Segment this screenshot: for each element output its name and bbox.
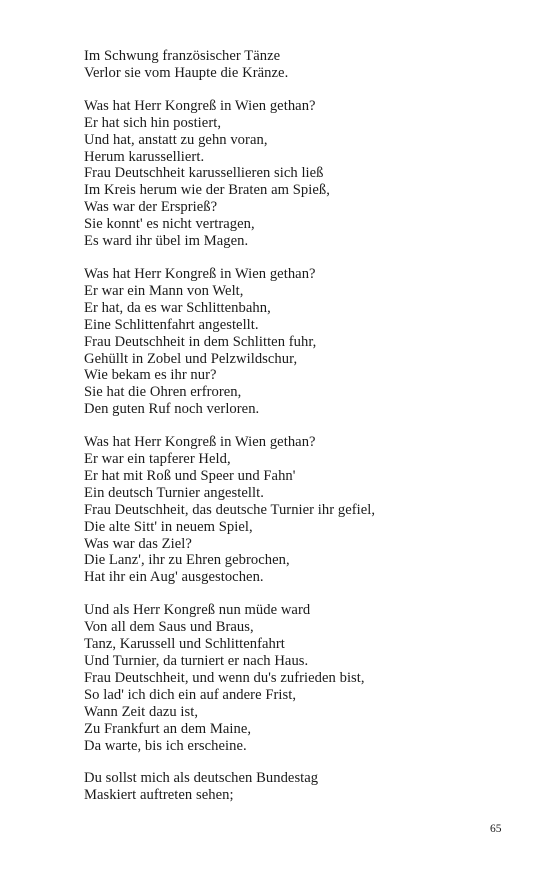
stanza: [84, 770, 524, 804]
poem-line: Die Lanz', ihr zu Ehren gebrochen,: [84, 552, 290, 569]
poem-line: Er war ein tapferer Held,: [84, 451, 231, 468]
poem-line: Frau Deutschheit in dem Schlitten fuhr,: [84, 333, 317, 350]
poem-line: Was war der Ersprieß?: [84, 199, 218, 216]
poem-line: Herum karusselliert.: [84, 148, 205, 165]
poem-line: Was war das Ziel?: [84, 535, 192, 552]
poem-line: Er hat sich hin postiert,: [84, 114, 222, 131]
poem-line: Ein deutsch Turnier angestellt.: [84, 484, 264, 501]
poem-line: Verlor sie vom Haupte die Kränze.: [84, 64, 289, 81]
poem-line: Im Schwung französischer Tänze: [84, 48, 281, 64]
poem-line: Was hat Herr Kongreß in Wien gethan?: [84, 265, 316, 282]
stanza: [84, 98, 524, 250]
poem-line: Er war ein Mann von Welt,: [84, 282, 244, 299]
poem-line: Von all dem Saus und Braus,: [84, 619, 254, 636]
poem-line: Zu Frankfurt an dem Maine,: [84, 720, 252, 737]
poem-line: Und hat, anstatt zu gehn voran,: [84, 131, 268, 148]
poem-line: Frau Deutschheit, das deutsche Turnier ihr gefiel,: [84, 501, 376, 518]
stanza: [84, 266, 524, 418]
poem-line: Den guten Ruf noch verloren.: [84, 401, 260, 418]
poem-line: Und Turnier, da turniert er nach Haus.: [84, 653, 309, 669]
poem-line: Sie hat die Ohren erfroren,: [84, 384, 242, 401]
stanza: [84, 48, 524, 82]
poem-line: Es ward ihr übel im Magen.: [84, 233, 249, 250]
poem-line: Im Kreis herum wie der Braten am Spieß,: [84, 182, 330, 199]
poem-line: Du sollst mich als deutschen Bundestag: [84, 770, 319, 787]
poem-line: Wie bekam es ihr nur?: [84, 367, 217, 384]
poem-line: Frau Deutschheit, und wenn du's zufrieden bist,: [84, 669, 365, 686]
poem-line: Eine Schlittenfahrt angestellt.: [84, 316, 259, 333]
poem-line: Maskiert auftreten sehen;: [84, 787, 234, 804]
poem-line: Was hat Herr Kongreß in Wien gethan?: [84, 97, 316, 114]
poem-line: Hat ihr ein Aug' ausgestochen.: [84, 569, 264, 586]
stanza: [84, 434, 524, 586]
poem-line: Er hat, da es war Schlittenbahn,: [84, 299, 271, 316]
poem-line: Was hat Herr Kongreß in Wien gethan?: [84, 434, 316, 451]
poem-line: So lad' ich dich ein auf andere Frist,: [84, 686, 297, 703]
poem-line: Gehüllt in Zobel und Pelzwildschur,: [84, 350, 298, 367]
poem-line: Er hat mit Roß und Speer und Fahn': [84, 467, 296, 484]
poem-line: Da warte, bis ich erscheine.: [84, 737, 247, 754]
poem-line: Tanz, Karussell und Schlittenfahrt: [84, 636, 285, 653]
stanza: [84, 602, 524, 754]
poem-line: Frau Deutschheit karussellieren sich ließ: [84, 165, 324, 182]
poem-line: Wann Zeit dazu ist,: [84, 703, 199, 720]
poem-line: Und als Herr Kongreß nun müde ward: [84, 602, 311, 619]
poem-line: Sie konnt' es nicht vertragen,: [84, 216, 255, 233]
page-number: 65: [490, 823, 502, 835]
poem-line: Die alte Sitt' in neuem Spiel,: [84, 518, 253, 535]
poem-text: [84, 48, 524, 820]
